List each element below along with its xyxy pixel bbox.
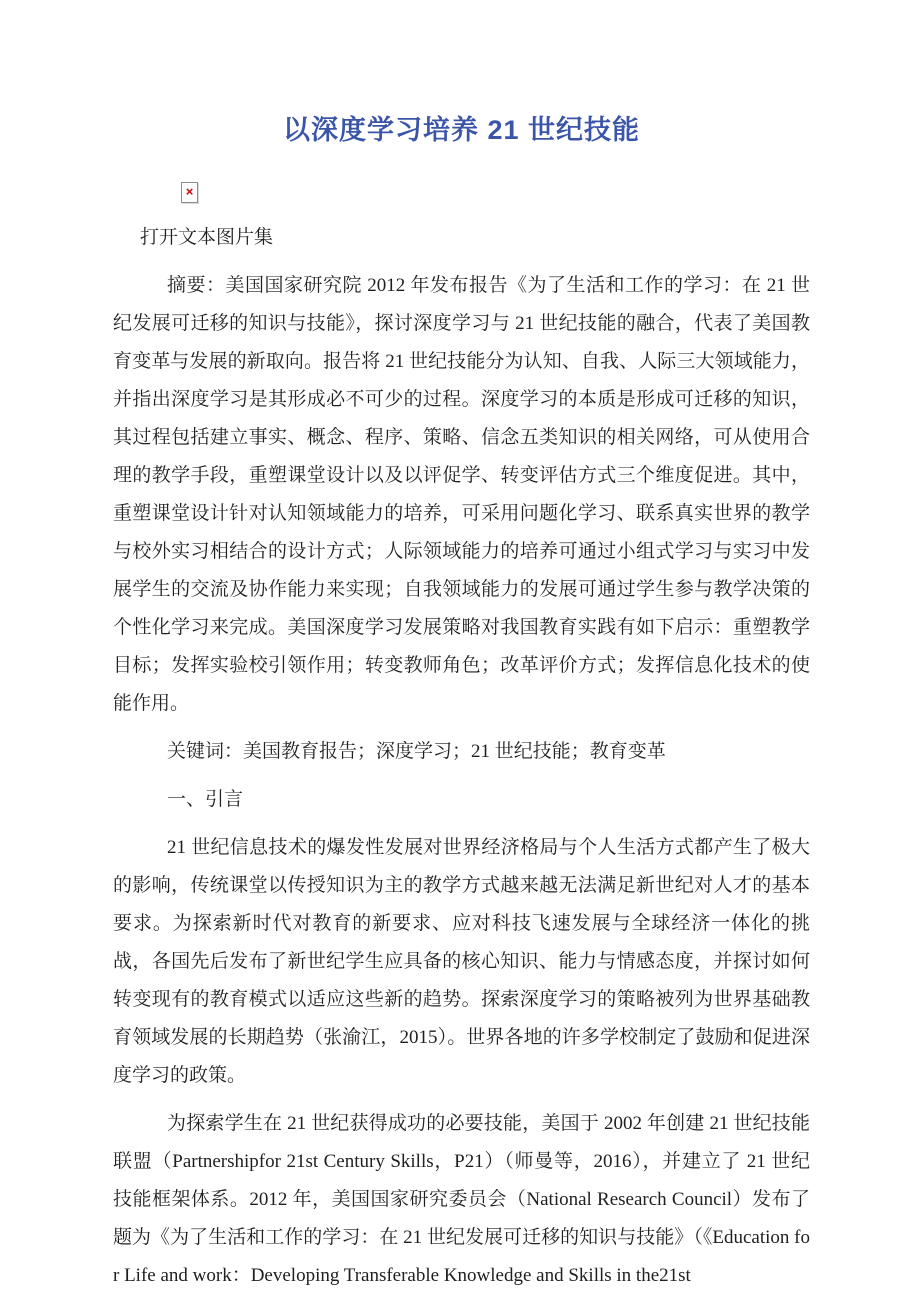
page-title: 以深度学习培养 21 世纪技能 (282, 115, 641, 145)
image-placeholder-row (181, 182, 810, 204)
abstract-paragraph: 摘要：美国国家研究院 2012 年发布报告《为了生活和工作的学习：在 21 世纪发展可迁移的知识与技能》，探讨深度学习与 21 世纪技能的融合，代表了美国教育变革与发展的新取向。报告将 21 世纪技能分为认知、自我、人际三大领域能力，并指出深度学习是其形成必不可少的过程。深度学习的本质是形成可迁移的知识，其过程包括建立事实、概念、程序、策略、信念五类知识的相关网络，可从使用合理的教学手段，重塑课堂设计以及以评促学、转变评估方式三个维度促进。其中，重塑课堂设计针对认知领域能力的培养，可采用问题化学习、联系真实世界的教学与校外实习相结合的设计方式；人际领域能力的培养可通过小组式学习与实习中发展学生的交流及协作能力来实现；自我领域能力的发展可通过学生参与教学决策的个性化学习来完成。美国深度学习发展策略对我国教育实践有如下启示：重塑教学目标；发挥实验校引领作用；转变教师角色；改革评价方式；发挥信息化技术的使能作用。 (113, 275, 810, 714)
keywords-line: 关键词：美国教育报告；深度学习；21 世纪技能；教育变革 (167, 741, 666, 762)
section-heading-introduction: 一、引言 (167, 789, 244, 810)
image-gallery-link[interactable]: 打开文本图片集 (140, 227, 274, 248)
body-paragraph: 为探索学生在 21 世纪获得成功的必要技能，美国于 2002 年创建 21 世纪技能联盟（Partnershipfor 21st Century Skills，P21）（师曼等，2016），并建立了 21 世纪技能框架体系。2012 年，美国国家研究委员会（National Research Council）发布了题为《为了生活和工作的学习：在 21 世纪发展可迁移的知识与技能》（《Education for Life and work：Developing Transferable Knowledge and Skills in the21st (113, 1113, 810, 1286)
broken-image-icon[interactable] (181, 182, 198, 203)
red-x-icon: × (185, 184, 194, 199)
body-paragraph: 21 世纪信息技术的爆发性发展对世界经济格局与个人生活方式都产生了极大的影响，传统课堂以传授知识为主的教学方式越来越无法满足新世纪对人才的基本要求。为探索新时代对教育的新要求、应对科技飞速发展与全球经济一体化的挑战，各国先后发布了新世纪学生应具备的核心知识、能力与情感态度，并探讨如何转变现有的教育模式以适应这些新的趋势。探索深度学习的策略被列为世界基础教育领域发展的长期趋势（张渝江，2015）。世界各地的许多学校制定了鼓励和促进深度学习的政策。 (113, 837, 810, 1086)
